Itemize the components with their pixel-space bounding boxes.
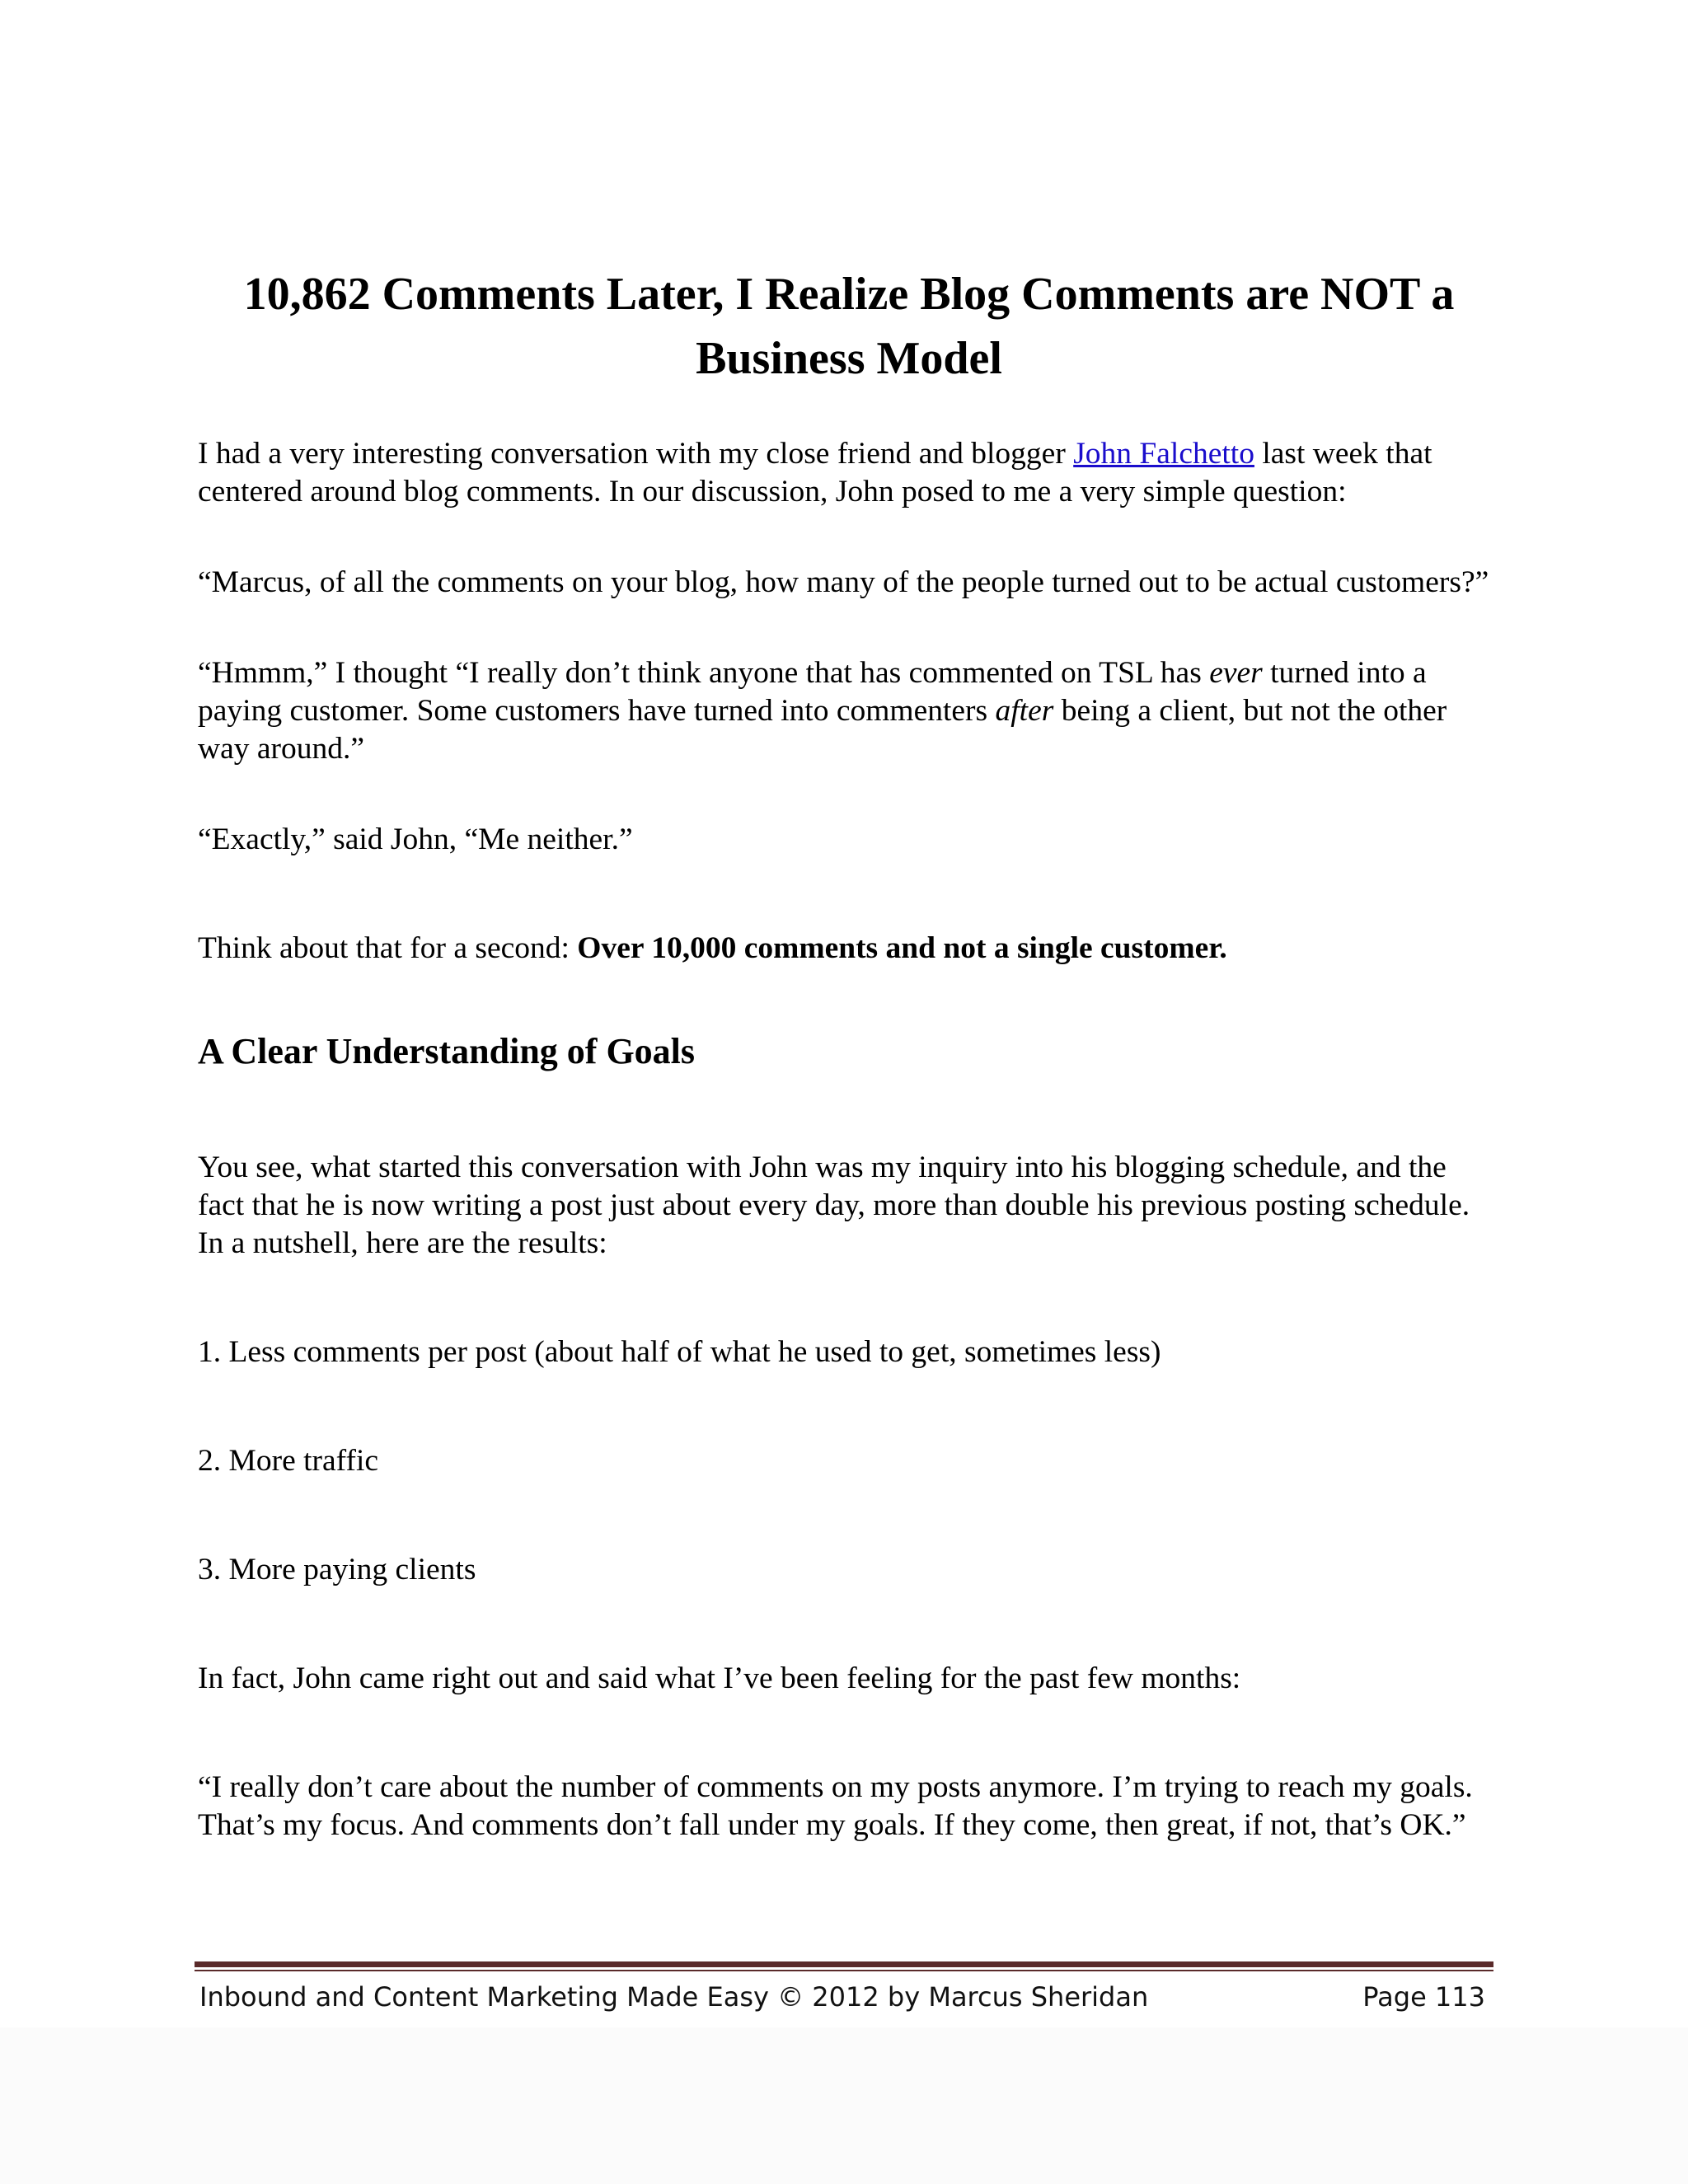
paragraph-quote: “I really don’t care about the number of comments on my posts anymore. I’m trying to reach my goals. That’s my focus. And comments don’t fall under my goals. If they come, then great, if not, that’s OK.” bbox=[198, 1770, 1473, 1842]
footer-divider-thick bbox=[195, 1961, 1493, 1967]
bottom-margin bbox=[0, 2027, 1688, 2184]
article-title: 10,862 Comments Later, I Realize Blog Comments are NOT a Business Model bbox=[243, 269, 1455, 384]
paragraph-results-intro: You see, what started this conversation with John was my inquiry into his blogging schedule, and the fact that he is now writing a post just about every day, more than double his previous posting schedule. In a nutshell, here are the results: bbox=[198, 1151, 1470, 1260]
hmmm-part3: being a client, but not the other way around.” bbox=[198, 694, 1447, 766]
paragraph-in-fact: In fact, John came right out and said what I’ve been feeling for the past few months: bbox=[198, 1661, 1241, 1695]
think-bold-statement: Over 10,000 comments and not a single customer. bbox=[577, 931, 1227, 965]
paragraph-intro bbox=[198, 435, 1500, 511]
hmmm-part1: “Hmmm,” I thought “I really don’t think anyone that has commented on TSL has bbox=[198, 656, 1210, 690]
intro-text-before: I had a very interesting conversation with my close friend and blogger bbox=[198, 437, 1074, 471]
paragraph-think bbox=[198, 930, 1500, 968]
intro-text-after: last week that centered around blog comments. In our discussion, John posed to me a very simple question: bbox=[198, 437, 1432, 509]
list-item-2: 2. More traffic bbox=[198, 1444, 379, 1478]
hmmm-part2: turned into a paying customer. Some customers have turned into commenters bbox=[198, 656, 1427, 728]
paragraph-hmmm bbox=[198, 654, 1500, 768]
list-item-3: 3. More paying clients bbox=[198, 1553, 476, 1586]
section-heading: A Clear Understanding of Goals bbox=[198, 1031, 696, 1071]
footer-divider-thin bbox=[195, 1970, 1493, 1971]
footer-copyright: Inbound and Content Marketing Made Easy © 2012 by Marcus Sheridan bbox=[199, 1981, 1149, 2013]
hmmm-emphasis-after: after bbox=[995, 694, 1054, 728]
footer-page-number: Page 113 bbox=[1362, 1981, 1485, 2013]
article-body bbox=[198, 262, 1500, 1844]
list-item-1: 1. Less comments per post (about half of what he used to get, sometimes less) bbox=[198, 1335, 1161, 1369]
john-falchetto-link[interactable]: John Falchetto bbox=[1073, 437, 1254, 471]
paragraph-question: “Marcus, of all the comments on your blog, how many of the people turned out to be actual customers?” bbox=[198, 565, 1489, 599]
paragraph-exactly: “Exactly,” said John, “Me neither.” bbox=[198, 823, 633, 856]
think-text: Think about that for a second: bbox=[198, 931, 578, 965]
hmmm-emphasis-ever: ever bbox=[1209, 656, 1263, 690]
page-footer bbox=[199, 1976, 1485, 2018]
